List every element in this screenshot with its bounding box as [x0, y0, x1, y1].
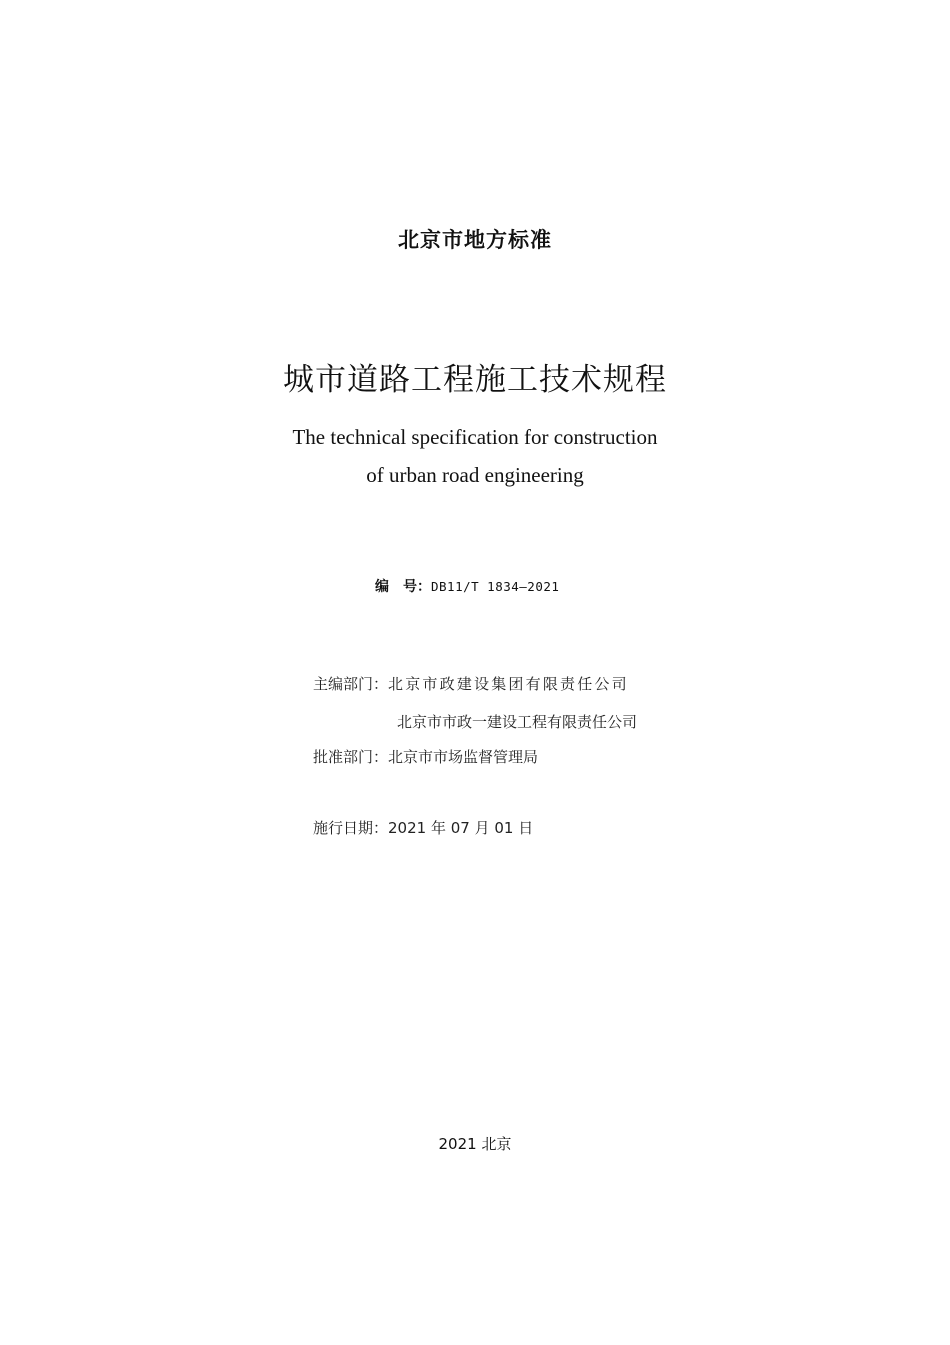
standard-code-row [375, 576, 559, 596]
chief-editor-row [313, 673, 629, 694]
standard-code-label: 编 号： [375, 579, 431, 595]
document-title-zh: 城市道路工程施工技术规程 [283, 362, 667, 398]
implementation-date-row [313, 817, 533, 838]
approver-label: 批准部门： [313, 748, 389, 766]
standard-type-heading: 北京市地方标准 [398, 228, 552, 252]
chief-editor-label: 主编部门： [313, 675, 389, 693]
approver-org: 北京市市场监督管理局 [388, 748, 539, 766]
implementation-date-value: 2021 年 07 月 01 日 [388, 819, 534, 837]
footer-year-place: 2021 北京 [438, 1135, 512, 1153]
chief-editor-org-1: 北京市政建设集团有限责任公司 [388, 675, 629, 693]
standard-code-value: DB11/T 1834—2021 [431, 579, 560, 594]
approver-row [313, 746, 538, 767]
document-title-en-line-2: of urban road engineering [366, 463, 584, 487]
implementation-date-label: 施行日期： [313, 819, 389, 837]
chief-editor-org-2: 北京市市政一建设工程有限责任公司 [397, 713, 638, 731]
document-title-en-line-1: The technical specification for construction [292, 425, 658, 449]
